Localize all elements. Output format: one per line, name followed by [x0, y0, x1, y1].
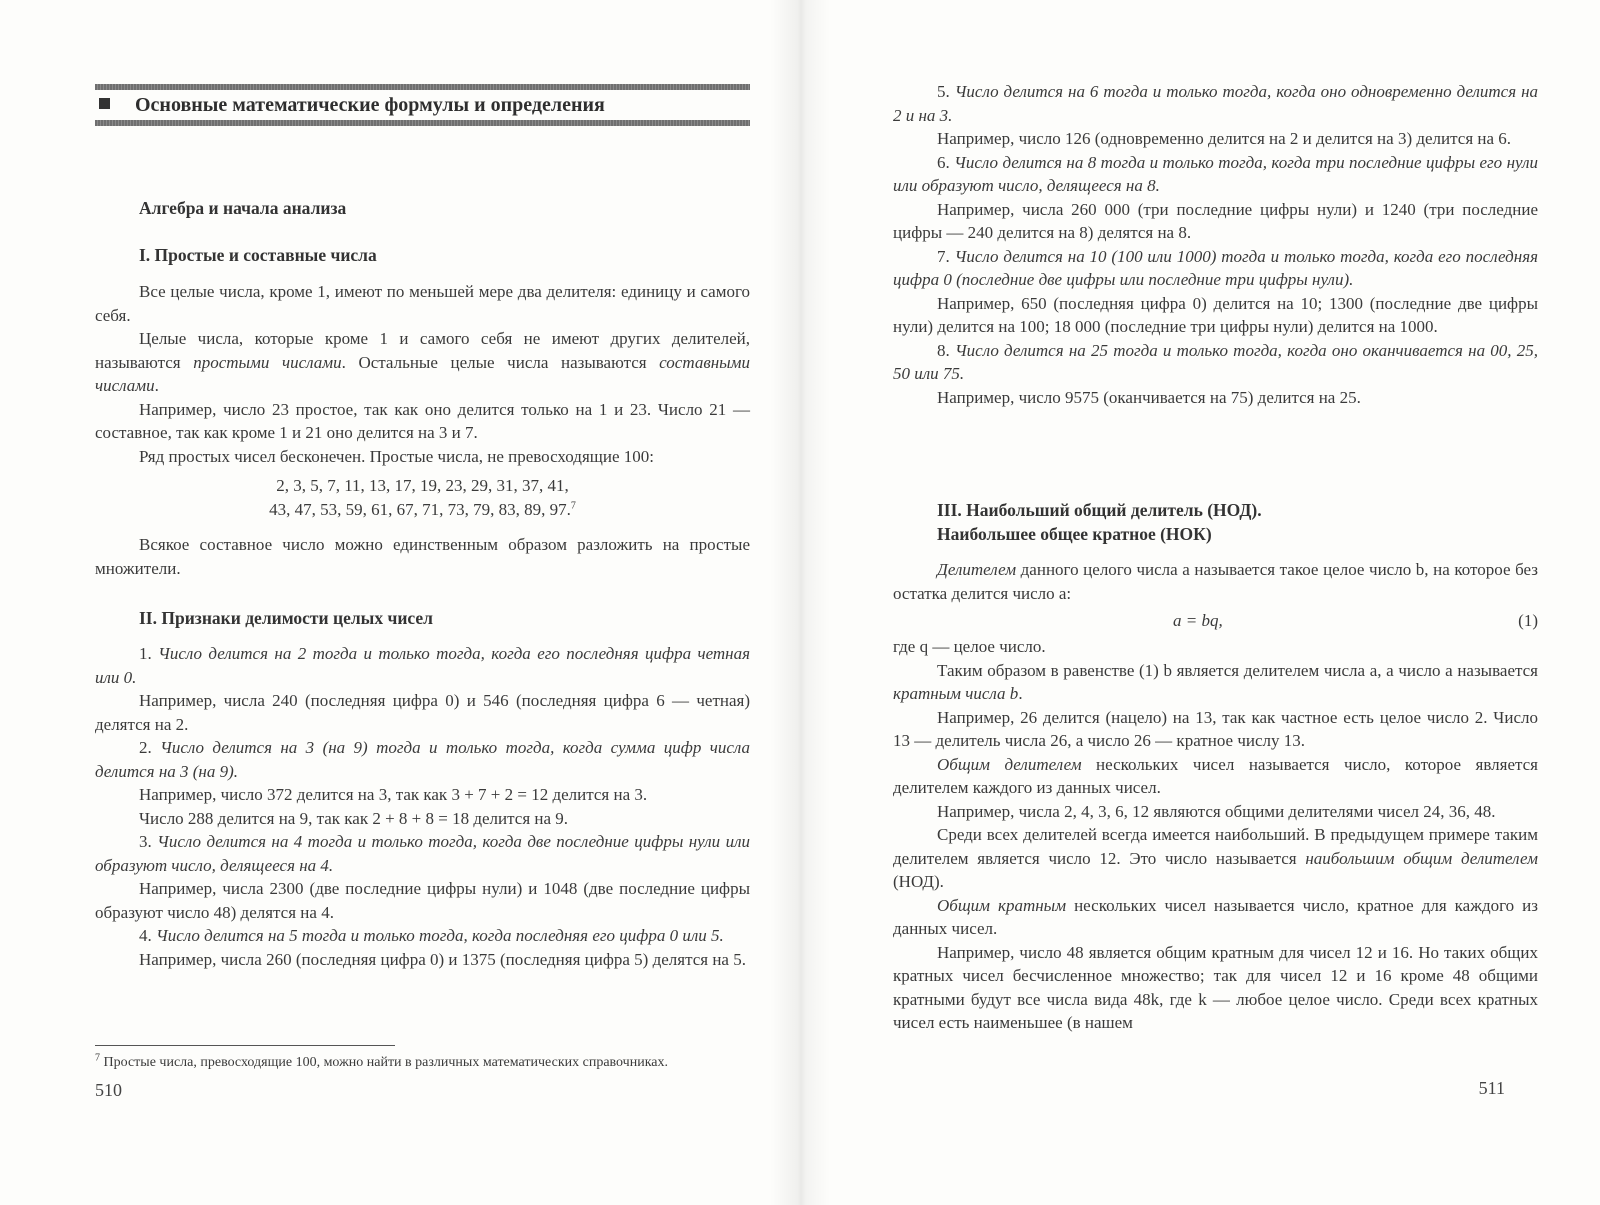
formula: a = bq, [1173, 611, 1223, 630]
example: Например, числа 2, 4, 3, 6, 12 являются общими делителями чисел 24, 36, 48. [937, 801, 1496, 821]
right-page [893, 0, 1538, 1205]
page-number-right: 511 [1478, 1078, 1505, 1098]
example: Например, числа 260 (последняя цифра 0) и 1375 (последняя цифра 5) делятся на 5. [139, 949, 746, 969]
formula-row [893, 609, 1538, 635]
gcd-block [893, 558, 1538, 1035]
rule-6: 6. Число делится на 8 тогда и только тогда, когда три последние цифры его нули или образуют число, делящееся на 8. [893, 152, 1539, 195]
example: Например, число 48 является общим кратным для чисел 12 и 16. Но таких общих кратных чисел бесчисленное множество; так для чисел 12 и 16 кроме 48 общими кратными будут все числа вида 48k, где k — любое целое число. Среди всех кратных чисел есть наименьшее (в нашем [893, 942, 1538, 1032]
primes-line-2: 43, 47, 53, 59, 61, 67, 71, 73, 79, 83, 89, 97.$^7$ [269, 499, 576, 519]
primes-line-1: 2, 3, 5, 7, 11, 13, 17, 19, 23, 29, 31, 37, 41, [276, 476, 569, 495]
header-rule-bottom [95, 120, 750, 126]
paragraph: Все целые числа, кроме 1, имеют по меньшей мере два делителя: единицу и самого себя. [95, 282, 750, 325]
heading-prime-composite: I. Простые и составные числа [139, 245, 377, 265]
square-bullet-icon [99, 98, 110, 109]
example: Например, число 126 (одновременно делится на 2 и делится на 3) делится на 6. [937, 129, 1512, 148]
footnote: $^7$ Простые числа, превосходящие 100, можно найти в различных математических справочниках. [95, 1052, 669, 1070]
paragraph: Например, число 23 простое, так как оно делится только на 1 и 23. Число 21 — составное, так как кроме 1 и 21 оно делится на 3 и 7. [95, 399, 750, 442]
example: Например, 26 делится (нацело) на 13, так как частное есть целое число 2. Число 13 — делитель числа 26, а число 26 — кратное числу 13. [893, 707, 1538, 750]
divisibility-block-continued [893, 80, 1538, 409]
example: Например, числа 260 000 (три последние цифры нули) и 1240 (три последние цифры — 240 делится на 8) делятся на 8. [893, 199, 1538, 242]
rule-5: 5. Число делится на 6 тогда и только тогда, когда оно одновременно делится на 2 и на 3. [893, 82, 1539, 125]
definition-divisor: Делителем данного целого числа a называется такое целое число b, на которое без остатка делится число a: [893, 560, 1538, 603]
paragraph: Целые числа, которые кроме 1 и самого себя не имеют других делителей, называются простыми числами. Остальные целые числа называются составными числами. [95, 329, 750, 395]
definition-common-multiple: Общим кратным нескольких чисел называется число, кратное для каждого из данных чисел. [893, 895, 1538, 938]
rule-4: 4. Число делится на 5 тогда и только тогда, когда последняя его цифра 0 или 5. [139, 926, 724, 945]
left-page [95, 0, 750, 1205]
rule-8: 8. Число делится на 25 тогда и только тогда, когда оно оканчивается на 00, 25, 50 или 75. [893, 340, 1538, 383]
subject-heading: Алгебра и начала анализа [139, 198, 347, 218]
example: Например, числа 240 (последняя цифра 0) и 546 (последняя цифра 6 — четная) делятся на 2. [95, 691, 750, 734]
footnote-ref: 7 [570, 499, 576, 511]
header-rule-top [95, 84, 750, 90]
example: Например, число 372 делится на 3, так как 3 + 7 + 2 = 12 делится на 3. [139, 785, 648, 804]
section-title: Основные математические формулы и определения [135, 94, 605, 116]
rule-7: 7. Число делится на 10 (100 или 1000) тогда и только тогда, когда его последняя цифра 0 (последние две цифры или последние три цифры нули). [893, 246, 1538, 289]
example: Число 288 делится на 9, так как 2 + 8 + 8 = 18 делится на 9. [139, 808, 569, 828]
rule-2: 2. Число делится на 3 (на 9) тогда и только тогда, когда сумма цифр числа делится на 3 (на 9). [95, 738, 751, 781]
definition-common-divisor: Общим делителем нескольких чисел называется число, которое является делителем каждого из данных чисел. [893, 754, 1538, 797]
paragraph: Таким образом в равенстве (1) b является делителем числа a, а число a называется кратным числа b. [893, 660, 1538, 703]
heading-divisibility: II. Признаки делимости целых чисел [139, 608, 433, 628]
heading-gcd: III. Наибольший общий делитель (НОД). [937, 500, 1262, 520]
example: Например, число 9575 (оканчивается на 75) делится на 25. [937, 387, 1361, 407]
rule-3: 3. Число делится на 4 тогда и только тогда, когда две последние цифры нули или образуют число, делящееся на 4. [95, 832, 751, 875]
rule-1: 1. Число делится на 2 тогда и только тогда, когда его последняя цифра четная или 0. [95, 644, 751, 687]
divisibility-block [95, 642, 750, 971]
paragraph: Всякое составное число можно единственным образом разложить на простые множители. [95, 535, 750, 578]
paragraph: где q — целое число. [893, 637, 1046, 656]
page-number-left: 510 [95, 1080, 122, 1100]
book-gutter [770, 0, 830, 1205]
paragraph: Ряд простых чисел бесконечен. Простые числа, не превосходящие 100: [139, 446, 654, 466]
heading-lcm: Наибольшее общее кратное (НОК) [937, 524, 1212, 544]
footnote-divider [95, 1045, 395, 1046]
example: Например, числа 2300 (две последние цифры нули) и 1048 (две последние цифры образуют число 48) делятся на 4. [95, 879, 750, 922]
prime-text-block [95, 280, 750, 580]
example: Например, 650 (последняя цифра 0) делится на 10; 1300 (последние две цифры нули) делится на 100; 18 000 (последние три цифры нули) делится на 1000. [893, 293, 1538, 336]
formula-number: (1) [1518, 611, 1538, 630]
section-header [95, 84, 750, 128]
paragraph: Среди всех делителей всегда имеется наибольший. В предыдущем примере таким делителем является число 12. Это число называется наибольшим общим делителем (НОД). [893, 825, 1538, 891]
